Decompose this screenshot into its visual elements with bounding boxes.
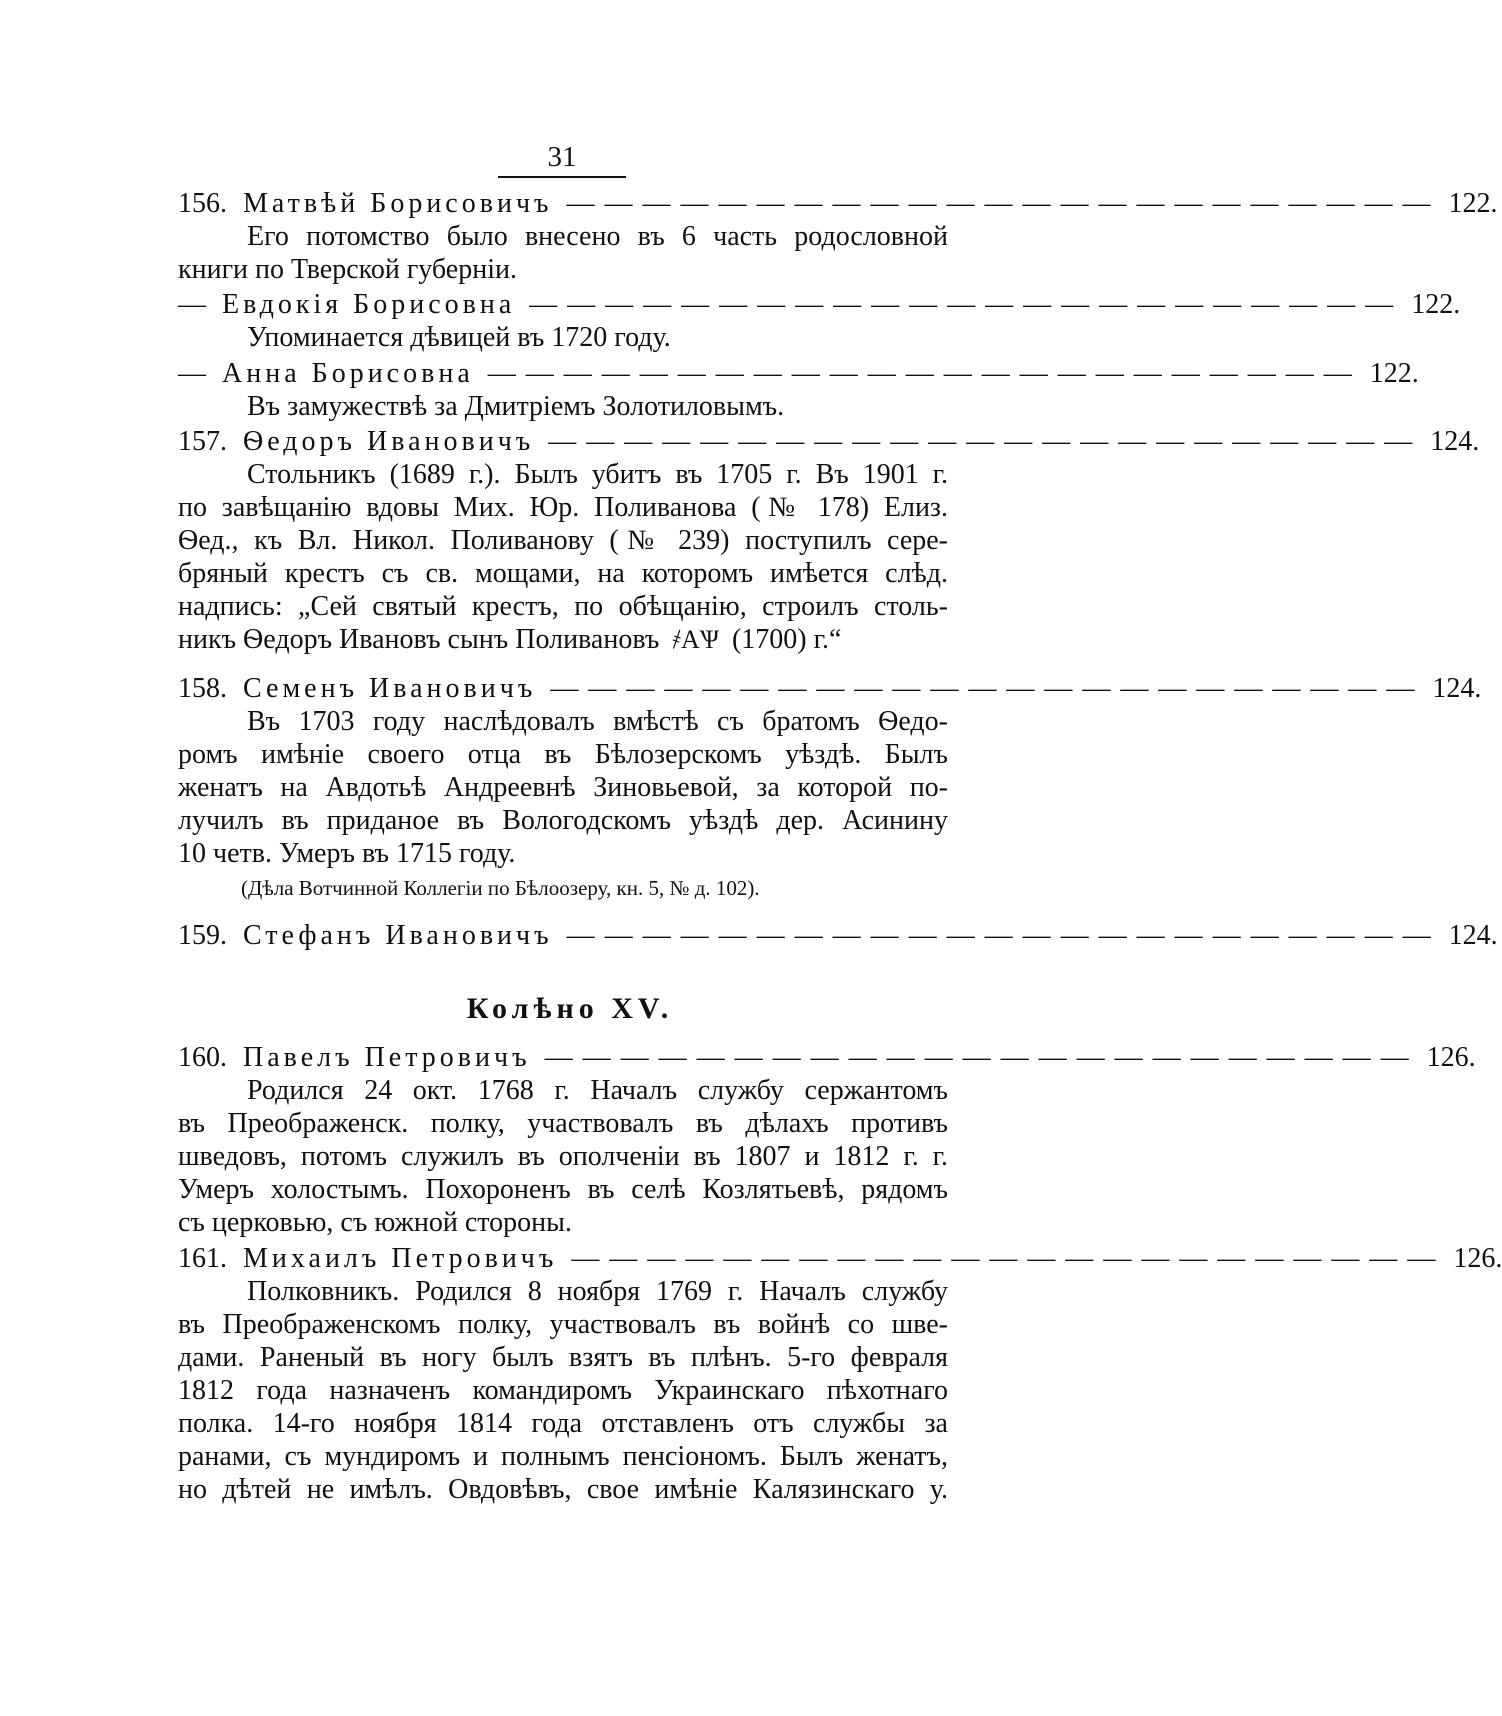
entry-text-line: шведовъ, потомъ служилъ въ ополченіи въ 1807 и 1812 г. г. — [178, 1141, 948, 1172]
entry-text-line: но дѣтей не имѣлъ. Овдовѣвъ, свое имѣніе Калязинскаго у. — [178, 1474, 948, 1505]
entry-heading-161 — [178, 1241, 1502, 1277]
date-monogram: ҂АѰ — [672, 625, 719, 654]
entry-dash-marker: — — [178, 289, 206, 320]
leader-dashes: ——————————————————————— — [544, 1042, 1419, 1073]
entry-text-line: Въ замужествѣ за Дмитріемъ Золотиловымъ. — [247, 391, 785, 422]
person-name: Евдокія Борисовна — [222, 289, 516, 320]
entry-number: 156. — [178, 188, 227, 219]
leader-dashes: ——————————————————————— — [529, 289, 1404, 320]
entry-heading-158 — [178, 671, 1482, 707]
page-reference: 124. — [1432, 673, 1482, 704]
entry-text-line: ранами, съ мундиромъ и полнымъ пенсіономъ. Былъ женатъ, — [178, 1441, 948, 1472]
entry-heading-160 — [178, 1040, 1476, 1076]
entry-text-line — [178, 622, 948, 658]
entry-text-line: 10 четв. Умеръ въ 1715 году. — [178, 838, 516, 869]
entry-heading-evdokiya — [178, 287, 1461, 323]
page-reference: 124. — [1448, 920, 1498, 951]
entry-number: 161. — [178, 1243, 227, 1274]
text-segment: (1700) г.“ — [731, 624, 842, 655]
leader-dashes: ——————————————————————— — [571, 1243, 1446, 1274]
entry-number: 157. — [178, 426, 227, 457]
leader-dashes: ——————————————————————— — [548, 426, 1423, 457]
page-reference: 122. — [1411, 289, 1461, 320]
leader-dashes: ——————————————————————— — [566, 920, 1441, 951]
page-reference: 126. — [1453, 1243, 1502, 1274]
entry-text-line: Полковникъ. Родился 8 ноября 1769 г. Началъ службу — [247, 1276, 948, 1307]
entry-heading-157 — [178, 424, 1480, 460]
entry-text-line: бряный крестъ съ св. мощами, на которомъ имѣется слѣд. — [178, 558, 948, 589]
leader-dashes: ——————————————————————— — [566, 188, 1441, 219]
person-name: Ѳедоръ Ивановичъ — [243, 426, 535, 457]
entry-text-line: Стольникъ (1689 г.). Былъ убитъ въ 1705 г. Въ 1901 г. — [247, 459, 948, 490]
entry-text-line: въ Преображенск. полку, участвовалъ въ дѣлахъ противъ — [178, 1108, 948, 1139]
person-name: Павелъ Петровичъ — [243, 1042, 531, 1073]
entry-heading-159 — [178, 918, 1498, 954]
archive-citation: (Дѣла Вотчинной Коллегіи по Бѣлоозеру, кн. 5, № д. 102). — [241, 876, 760, 900]
page-reference: 122. — [1448, 188, 1498, 219]
leader-dashes: ——————————————————————— — [550, 673, 1425, 704]
section-heading: Колѣно XV. — [466, 992, 674, 1025]
person-name: Семенъ Ивановичъ — [243, 673, 537, 704]
leader-dashes: ——————————————————————— — [487, 358, 1362, 389]
page-reference: 122. — [1369, 358, 1419, 389]
person-name: Анна Борисовна — [222, 358, 474, 389]
entry-text-line: по завѣщанію вдовы Мих. Юр. Поливанова (№ 178) Елиз. — [178, 492, 948, 523]
entry-text-line: Умеръ холостымъ. Похороненъ въ селѣ Козлятьевѣ, рядомъ — [178, 1174, 948, 1205]
entry-text-line: Упоминается дѣвицей въ 1720 году. — [247, 322, 671, 353]
entry-text-line: съ церковью, съ южной стороны. — [178, 1207, 572, 1238]
person-name: Стефанъ Ивановичъ — [243, 920, 553, 951]
page-reference: 126. — [1426, 1042, 1476, 1073]
page-reference: 124. — [1430, 426, 1480, 457]
entry-number: 159. — [178, 920, 227, 951]
entry-text-line: въ Преображенскомъ полку, участвовалъ въ войнѣ со шве- — [178, 1309, 948, 1340]
entry-text-line: дами. Раненый въ ногу былъ взятъ въ плѣнъ. 5-го февраля — [178, 1342, 948, 1373]
entry-text-line: 1812 года назначенъ командиромъ Украинскаго пѣхотнаго — [178, 1375, 948, 1406]
entry-text-line: ромъ имѣніе своего отца въ Бѣлозерскомъ уѣздѣ. Былъ — [178, 739, 948, 770]
entry-number: 160. — [178, 1042, 227, 1073]
page-number: 31 — [498, 140, 626, 178]
entry-heading-156 — [178, 186, 1498, 222]
entry-text-line: полка. 14-го ноября 1814 года отставленъ отъ службы за — [178, 1408, 948, 1439]
entry-text-line: книги по Тверской губерніи. — [178, 254, 517, 285]
entry-number: 158. — [178, 673, 227, 704]
entry-text-line: Родился 24 окт. 1768 г. Началъ службу сержантомъ — [247, 1075, 948, 1106]
entry-heading-anna — [178, 356, 1419, 392]
person-name: Михаилъ Петровичъ — [243, 1243, 558, 1274]
entry-text-line: Его потомство было внесено въ 6 часть родословной — [247, 221, 948, 252]
entry-text-line: Ѳед., къ Вл. Никол. Поливанову (№ 239) поступилъ сере- — [178, 525, 948, 556]
entry-text-line: лучилъ въ приданое въ Вологодскомъ уѣздѣ дер. Асинину — [178, 805, 948, 836]
entry-text-line: Въ 1703 году наслѣдовалъ вмѣстѣ съ братомъ Ѳедо- — [247, 706, 948, 737]
entry-text-line: женатъ на Авдотьѣ Андреевнѣ Зиновьевой, за которой по- — [178, 772, 948, 803]
text-segment: никъ Ѳедоръ Ивановъ сынъ Поливановъ — [178, 624, 660, 655]
entry-text-line: надпись: „Сей святый крестъ, по обѣщанію, строилъ столь- — [178, 591, 948, 622]
person-name: Матвѣй Борисовичъ — [243, 188, 553, 219]
entry-dash-marker: — — [178, 358, 206, 389]
